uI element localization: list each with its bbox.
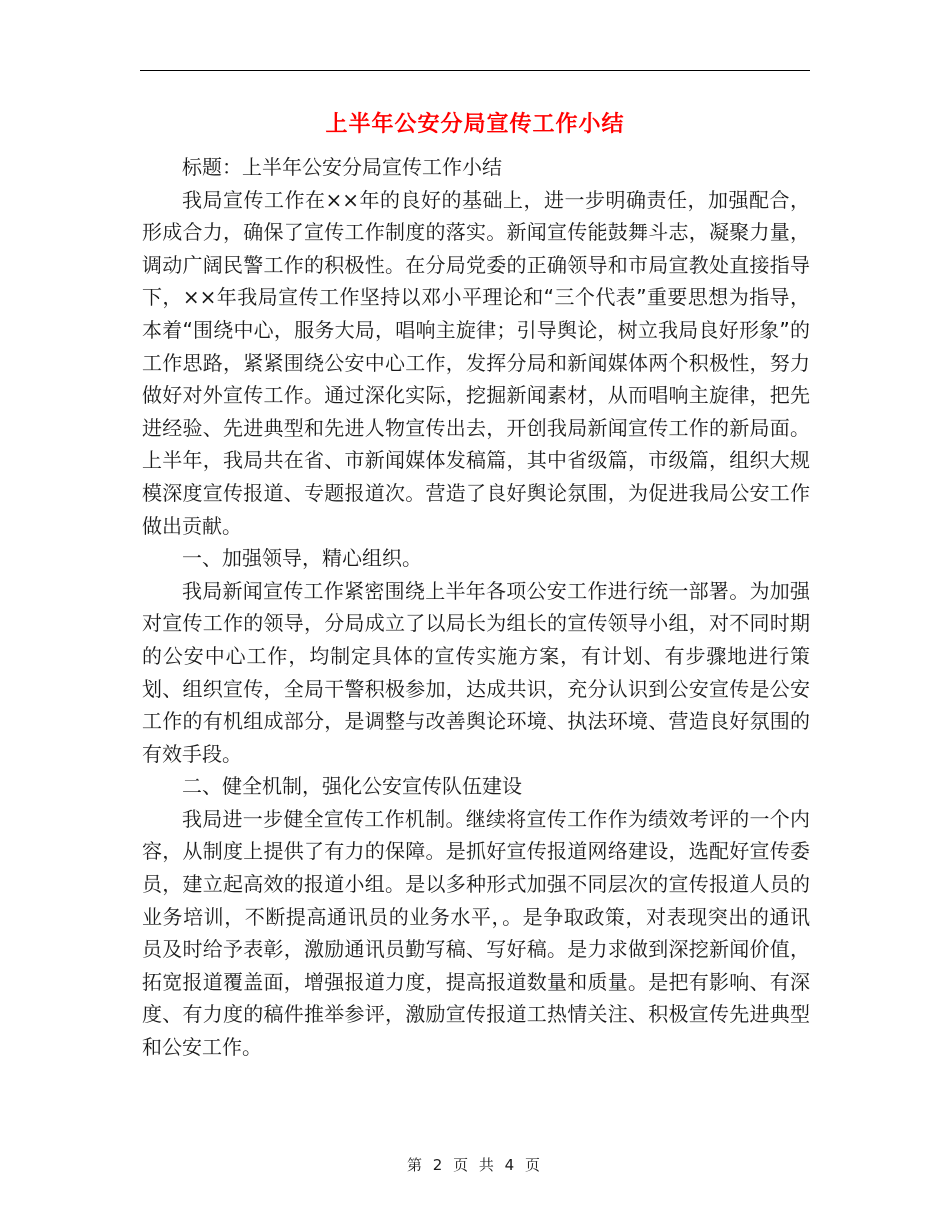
section-heading-2: 二、健全机制，强化公安宣传队伍建设 <box>182 774 522 799</box>
section-heading-1: 一、加强领导，精心组织。 <box>182 546 422 571</box>
document-title: 上半年公安分局宣传工作小结 <box>325 112 625 137</box>
header-rule <box>140 70 810 71</box>
page-number: 第 2 页 共 4 页 <box>407 1156 543 1174</box>
paragraph-section-2: 我局进一步健全宣传工作机制。继续将宣传工作作为绩效考评的一个内容，从制度上提供了有力的保障。是抓好宣传报道网络建设，选配好宣传委员，建立起高效的报道小组。是以多种形式加强不同层次的宣传报道人员的业务培训，不断提高通讯员的业务水平，。是争取政策，对表现突出的通讯员及时给予表彰，激励通讯员勤写稿、写好稿。是力求做到深挖新闻价值，拓宽报道覆盖面，增强报道力度，提高报道数量和质量。是把有影响、有深度、有力度的稿件推举参评，激励宣传报道工热情关注、积极宣传先进典型和公安工作。 <box>142 806 810 1060</box>
document-body <box>142 151 810 1064</box>
paragraph-intro: 我局宣传工作在××年的良好的基础上，进一步明确责任，加强配合，形成合力，确保了宣传工作制度的落实。新闻宣传能鼓舞斗志，凝聚力量，调动广阔民警工作的积极性。在分局党委的正确领导和市局宣教处直接指导下，××年我局宣传工作坚持以邓小平理论和“三个代表”重要思想为指导，本着“围绕中心，服务大局，唱响主旋律；引导舆论，树立我局良好形象”的工作思路，紧紧围绕公安中心工作，发挥分局和新闻媒体两个积极性，努力做好对外宣传工作。通过深化实际，挖掘新闻素材，从而唱响主旋律，把先进经验、先进典型和先进人物宣传出去，开创我局新闻宣传工作的新局面。上半年，我局共在省、市新闻媒体发稿篇，其中省级篇，市级篇，组织大规模深度宣传报道、专题报道次。营造了良好舆论氛围，为促进我局公安工作做出贡献。 <box>142 187 810 538</box>
paragraph-section-1: 我局新闻宣传工作紧密围绕上半年各项公安工作进行统一部署。为加强对宣传工作的领导，分局成立了以局长为组长的宣传领导小组，对不同时期的公安中心工作，均制定具体的宣传实施方案，有计划、有步骤地进行策划、组织宣传，全局干警积极参加，达成共识，充分认识到公安宣传是公安工作的有机组成部分，是调整与改善舆论环境、执法环境、营造良好氛围的有效手段。 <box>142 578 810 766</box>
paragraph-subject-line: 标题：上半年公安分局宣传工作小结 <box>182 155 502 179</box>
